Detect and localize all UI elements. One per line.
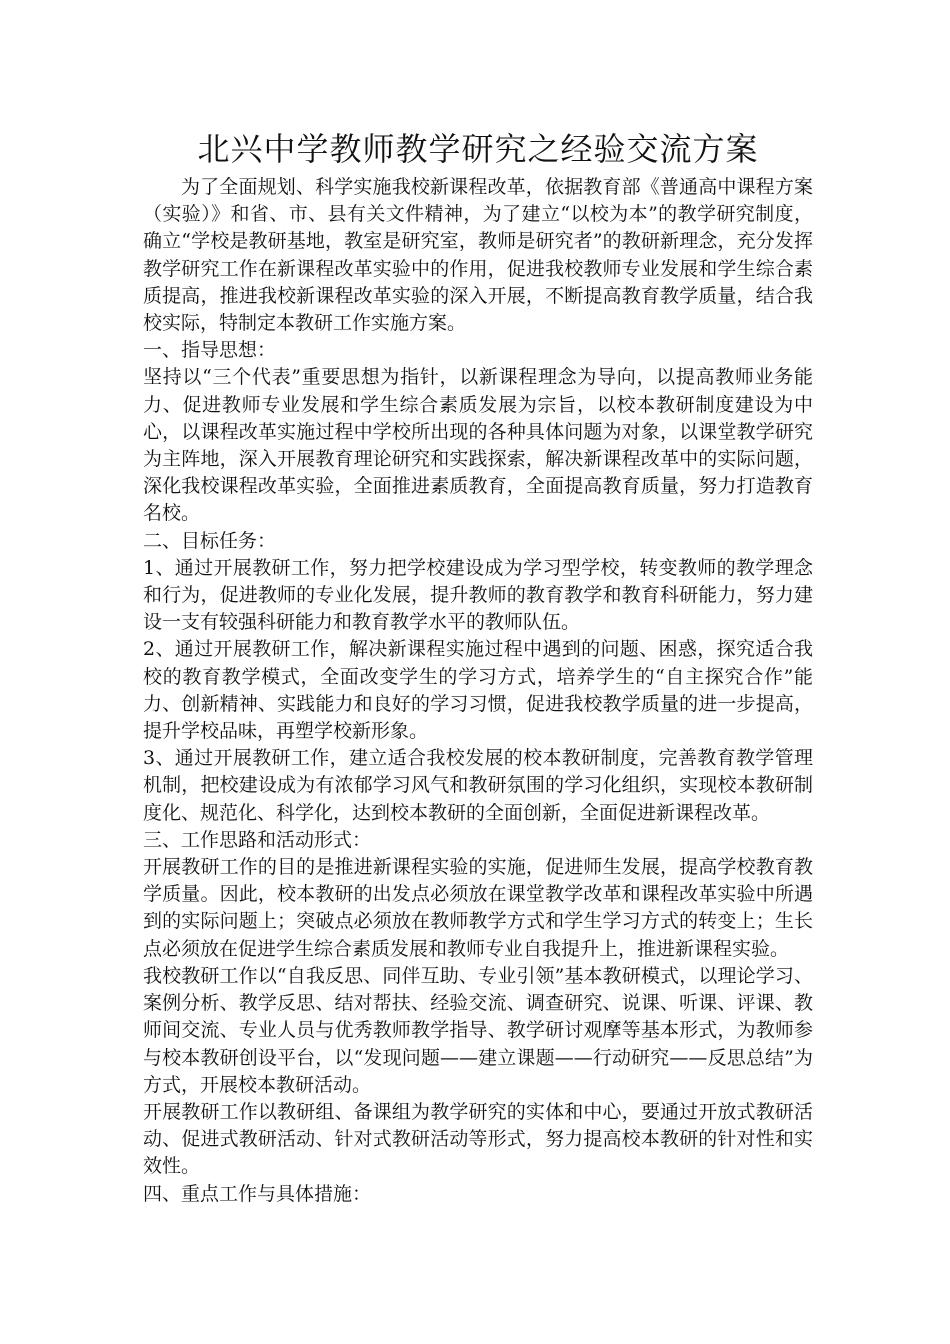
section1-body: 坚持以“三个代表”重要思想为指针，以新课程理念为导向，以提高教师业务能力、促进教师专业发展和学生综合素质发展为宗旨，以校本教研制度建设为中心，以课程改革实施过程中学校所出现的各种具体问题为对象，以课堂教学研究为主阵地，深入开展教育理论研究和实践探索，解决新课程改革中的实际问题，深化我校课程改革实验，全面推进素质教育，全面提高教育质量，努力打造教育名校。 [143, 366, 813, 525]
section3-heading: 三、工作思路和活动形式： [143, 828, 372, 851]
section3-paragraph-1: 开展教研工作的目的是推进新课程实验的实施，促进师生发展，提高学校教育教学质量。因此，校本教研的出发点必须放在课堂教学改革和课程改革实验中所遇到的实际问题上；突破点必须放在教师教学方式和学生学习方式的转变上；生长点必须放在促进学生综合素质发展和教师专业自我提升上，推进新课程实验。 [143, 856, 813, 960]
section2-item-2: 2、通过开展教研工作，解决新课程实施过程中遇到的问题、困惑，探究适合我校的教育教学模式，全面改变学生的学习方式，培养学生的“自主探究合作”能力、创新精神、实践能力和良好的学习习惯，促进我校教学质量的进一步提高，提升学校品味，再塑学校新形象。 [143, 638, 813, 743]
section2-heading: 二、目标任务： [143, 529, 277, 552]
section3-paragraph-3: 开展教研工作以教研组、备课组为教学研究的实体和中心，要通过开放式教研活动、促进式教研活动、针对式教研活动等形式，努力提高校本教研的针对性和实效性。 [143, 1100, 813, 1178]
document-body [143, 128, 813, 1208]
document-title: 北兴中学教师教学研究之经验交流方案 [197, 130, 759, 168]
intro-paragraph: 为了全面规划、科学实施我校新课程改革，依据教育部《普通高中课程方案（实验）》和省、市、县有关文件精神，为了建立“以校为本”的教学研究制度，确立“学校是教研基地，教室是研究室，教师是研究者”的教研新理念，充分发挥教学研究工作在新课程改革实验中的作用，促进我校教师专业发展和学生综合素质提高，推进我校新课程改革实验的深入开展，不断提高教育教学质量，结合我校实际，特制定本教研工作实施方案。 [143, 176, 813, 335]
section3-paragraph-2: 我校教研工作以“自我反思、同伴互助、专业引领”基本教研模式，以理论学习、案例分析、教学反思、结对帮扶、经验交流、调查研究、说课、听课、评课、教师间交流、专业人员与优秀教师教学指导、教学研讨观摩等基本形式，为教师参与校本教研创设平台，以“发现问题——建立课题——行动研究——反思总结”为方式，开展校本教研活动。 [143, 964, 813, 1096]
section4-heading: 四、重点工作与具体措施： [143, 1182, 372, 1205]
section2-item-3: 3、通过开展教研工作，建立适合我校发展的校本教研制度，完善教育教学管理机制，把校建设成为有浓郁学习风气和教研氛围的学习化组织，实现校本教研制度化、规范化、科学化，达到校本教研的全面创新，全面促进新课程改革。 [143, 747, 813, 824]
section1-heading: 一、指导思想： [143, 339, 277, 362]
section2-item-1: 1、通过开展教研工作，努力把学校建设成为学习型学校，转变教师的教学理念和行为，促进教师的专业化发展，提升教师的教育教学和教育科研能力，努力建设一支有较强科研能力和教育教学水平的教师队伍。 [143, 556, 813, 634]
